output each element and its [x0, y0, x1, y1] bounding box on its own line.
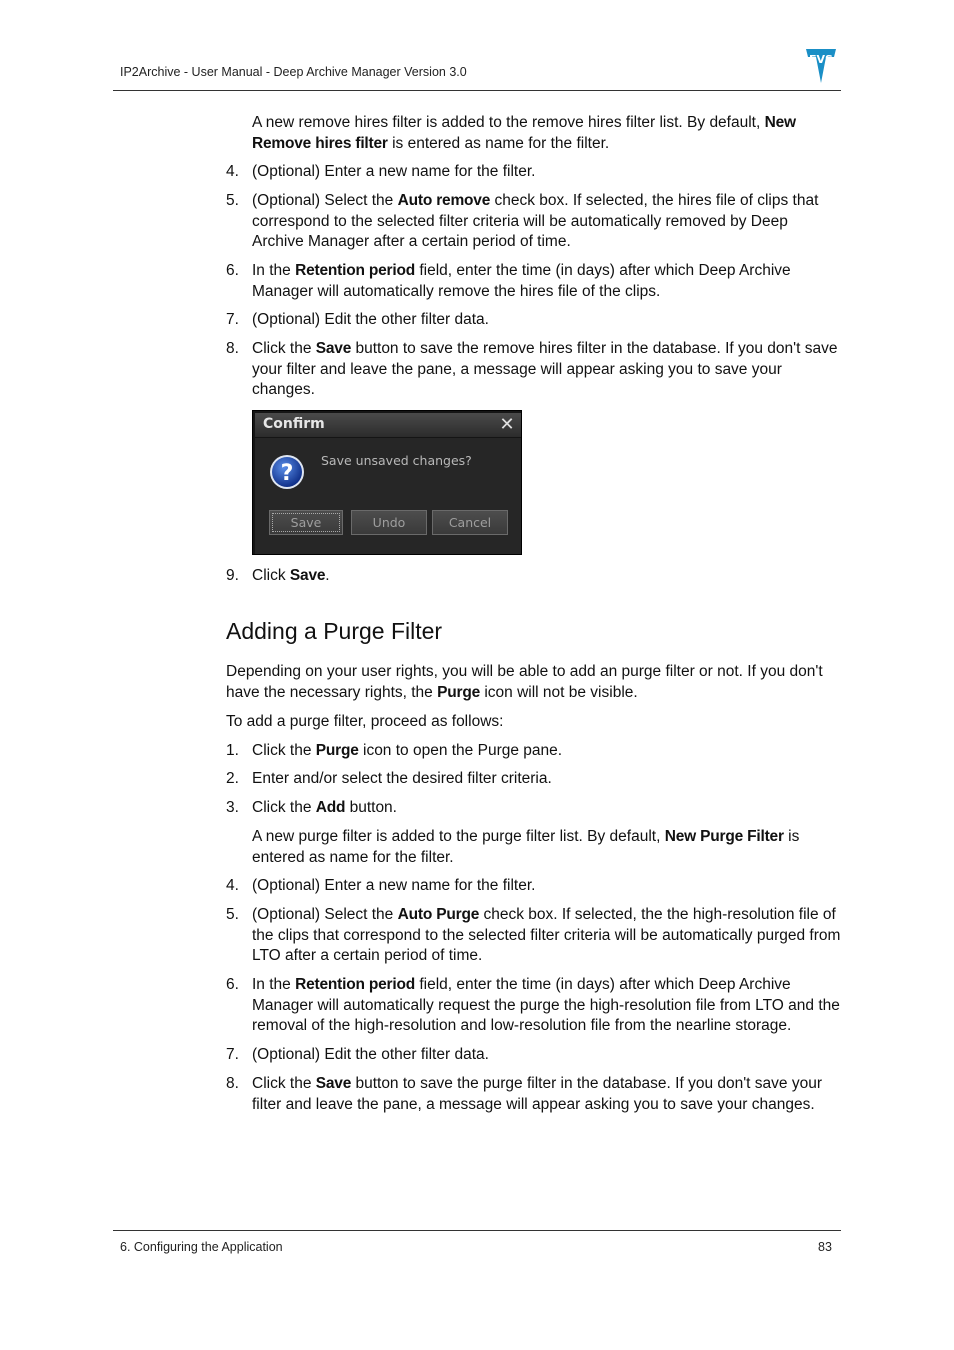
- dialog-body: [255, 438, 521, 554]
- page-number: 83: [818, 1240, 832, 1254]
- section-paragraph: Depending on your user rights, you will be able to add an purge filter or not. If you don't have the necessary rights, the Purge icon will not be visible.: [226, 663, 823, 701]
- step-number: 7.: [226, 1046, 239, 1063]
- step-number: 6.: [226, 262, 239, 279]
- step-number: 5.: [226, 906, 239, 923]
- step-text: (Optional) Edit the other filter data.: [252, 311, 489, 328]
- step-text: (Optional) Select the Auto Purge check box. If selected, the the high-resolution file of the clips that correspond to the selected filter criteria will be automatically purged from LTO after a certain period of time.: [252, 906, 841, 964]
- step-number: 9.: [226, 567, 239, 584]
- step-number: 6.: [226, 976, 239, 993]
- header-rule: [113, 90, 841, 91]
- evs-logo: [804, 43, 838, 83]
- confirm-dialog-screenshot: [252, 410, 522, 555]
- step-text: (Optional) Edit the other filter data.: [252, 1046, 489, 1063]
- step-number: 8.: [226, 340, 239, 357]
- footer-rule: [113, 1230, 841, 1231]
- section-heading: Adding a Purge Filter: [226, 618, 443, 644]
- step-number: 2.: [226, 770, 239, 787]
- intro-paragraph: A new remove hires filter is added to the remove hires filter list. By default, New Remove hires filter is entered as name for the filter.: [252, 114, 796, 152]
- step-number: 3.: [226, 799, 239, 816]
- dialog-title-bar: [255, 413, 521, 437]
- step-text: (Optional) Enter a new name for the filter.: [252, 877, 536, 894]
- footer-section: 6. Configuring the Application: [120, 1240, 283, 1254]
- step-number: 1.: [226, 742, 239, 759]
- step-text: Click the Add button.: [252, 799, 397, 816]
- step-text: In the Retention period field, enter the time (in days) after which Deep Archive Manager will automatically request the purge the high-resolution file from LTO and the removal of the high-resolution and low-resolution file from the nearline storage.: [252, 976, 840, 1034]
- step-number: 5.: [226, 192, 239, 209]
- step-number: 4.: [226, 877, 239, 894]
- step-text: Click the Save button to save the purge filter in the database. If you don't save your filter and leave the pane, a message will appear asking you to save your changes.: [252, 1075, 822, 1113]
- section-paragraph: To add a purge filter, proceed as follows:: [226, 713, 504, 730]
- step-text: In the Retention period field, enter the time (in days) after which Deep Archive Manager will automatically remove the hires file of the clips.: [252, 262, 791, 300]
- step-text: (Optional) Select the Auto remove check box. If selected, the hires file of clips that correspond to the selected filter criteria will be automatically removed by Deep Archive Manager after a certain period of time.: [252, 192, 819, 250]
- dialog-cancel-button[interactable]: Cancel: [432, 510, 508, 535]
- running-header-title: IP2Archive - User Manual - Deep Archive Manager Version 3.0: [120, 65, 467, 79]
- dialog-message: Save unsaved changes?: [321, 453, 472, 468]
- svg-text:?: ?: [280, 461, 294, 486]
- step-text: Enter and/or select the desired filter criteria.: [252, 770, 552, 787]
- logo-text: EVS: [809, 53, 833, 66]
- step-text: Click the Save button to save the remove hires filter in the database. If you don't save your filter and leave the pane, a message will appear asking you to save your changes.: [252, 340, 838, 398]
- step-text: Click Save.: [252, 567, 330, 584]
- step-note: A new purge filter is added to the purge filter list. By default, New Purge Filter is entered as name for the filter.: [252, 828, 800, 866]
- step-number: 8.: [226, 1075, 239, 1092]
- step-text: Click the Purge icon to open the Purge pane.: [252, 742, 563, 759]
- question-icon: [269, 454, 305, 490]
- step-text: (Optional) Enter a new name for the filter.: [252, 163, 536, 180]
- dialog-save-button[interactable]: Save: [269, 510, 343, 535]
- step-number: 4.: [226, 163, 239, 180]
- dialog-title: Confirm: [263, 416, 325, 432]
- step-number: 7.: [226, 311, 239, 328]
- dialog-undo-button[interactable]: Undo: [351, 510, 427, 535]
- close-icon[interactable]: ✕: [499, 414, 515, 435]
